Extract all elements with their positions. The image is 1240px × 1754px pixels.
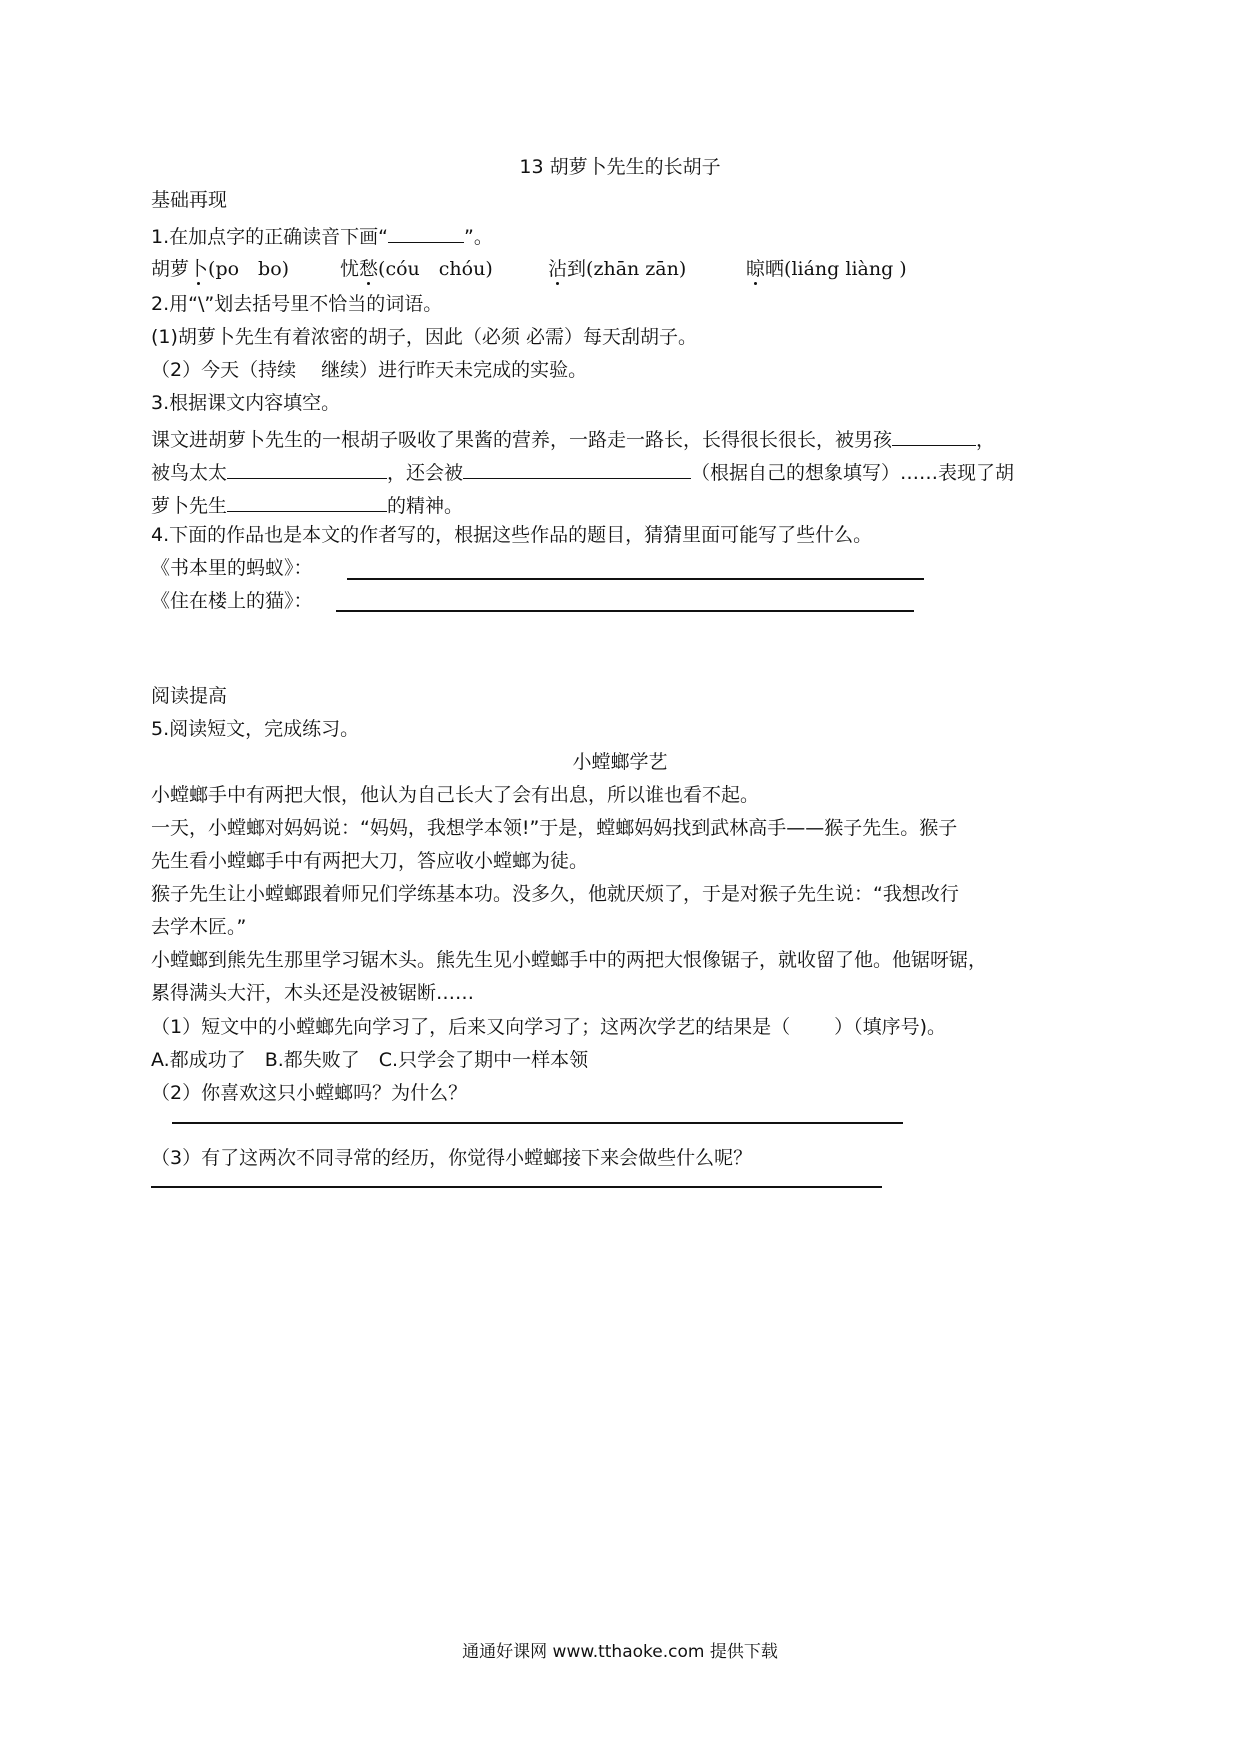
- q1-item-2-pinyin: (cóu chóu): [378, 258, 493, 280]
- q5-options: A.都成功了 B.都失败了 C.只学会了期中一样本领: [151, 1049, 589, 1071]
- dotted-char: 卜: [189, 258, 209, 280]
- q3-line-1: 课文进胡萝卜先生的一根胡子吸收了果酱的营养，一路走一路长，长得很长很长，被男孩 ，: [151, 420, 995, 457]
- answer-line: [336, 610, 914, 612]
- q1-item-2: 忧愁(cóu chóu): [340, 258, 493, 280]
- q1-underline-sample: [388, 217, 464, 243]
- q2-sentence-2: （2）今天（持续 继续）进行昨天未完成的实验。: [151, 359, 588, 381]
- fill-blank: [227, 486, 387, 512]
- answer-line: [172, 1122, 903, 1124]
- q1-prompt: [151, 217, 493, 254]
- answer-line: [347, 578, 924, 580]
- dotted-char: 晾: [746, 258, 766, 280]
- q1-prompt-after: ”。: [463, 226, 493, 248]
- story-paragraph-2-line-2: 先生看小螳螂手中有两把大刀，答应收小螳螂为徒。: [151, 850, 589, 872]
- answer-line: [151, 1186, 882, 1188]
- q4-work-1: 《书本里的蚂蚁》：: [151, 557, 313, 579]
- q5-sub-1: （1）短文中的小螳螂先向学习了，后来又向学习了；这两次学艺的结果是（ ）（填序号)。: [151, 1016, 947, 1038]
- q1-item-4: 晾晒(liáng liàng ): [746, 258, 907, 280]
- page-title: 13 胡萝卜先生的长胡子: [519, 156, 721, 178]
- section-heading-basic: 基础再现: [151, 189, 228, 211]
- q1-prompt-before: 1.在加点字的正确读音下画“: [151, 226, 388, 248]
- q3-prompt: 3.根据课文内容填空。: [151, 392, 341, 414]
- story-paragraph-3-line-1: 猴子先生让小螳螂跟着师兄们学练基本功。没多久，他就厌烦了，于是对猴子先生说：“我想改行: [151, 883, 959, 905]
- q1-item-3-pinyin: (zhān zān): [586, 258, 687, 280]
- q4-work-2: 《住在楼上的猫》：: [151, 590, 313, 612]
- q5-sub-3: （3）有了这两次不同寻常的经历，你觉得小螳螂接下来会做些什么呢？: [151, 1147, 753, 1169]
- fill-blank: [463, 453, 691, 479]
- q3-line-2: 被鸟太太 ，还会被 （根据自己的想象填写）……表现了胡: [151, 453, 1014, 490]
- section-heading-reading: 阅读提高: [151, 685, 228, 707]
- q5-prompt: 5.阅读短文，完成练习。: [151, 718, 360, 740]
- q1-item-1-pinyin: (po bo): [208, 258, 290, 280]
- q2-prompt: 2.用“\”划去括号里不恰当的词语。: [151, 293, 443, 315]
- footer-credit: 通通好课网 www.tthaoke.com 提供下载: [462, 1642, 778, 1662]
- dotted-char: 愁: [359, 258, 379, 280]
- q4-prompt: 4.下面的作品也是本文的作者写的，根据这些作品的题目，猜猜里面可能写了些什么。: [151, 524, 873, 546]
- q2-sentence-1: (1)胡萝卜先生有着浓密的胡子，因此（必须 必需）每天刮胡子。: [151, 326, 697, 348]
- story-paragraph-4-line-1: 小螳螂到熊先生那里学习锯木头。熊先生见小螳螂手中的两把大恨像锯子，就收留了他。他锯呀锯，: [151, 949, 988, 971]
- q1-item-4-pinyin: (liáng liàng ): [784, 258, 907, 280]
- dotted-char: 沾: [548, 258, 568, 280]
- q1-item-3: 沾到(zhān zān): [548, 258, 687, 280]
- story-paragraph-1: 小螳螂手中有两把大恨，他认为自己长大了会有出息，所以谁也看不起。: [151, 784, 760, 806]
- story-paragraph-3-line-2: 去学木匠。”: [151, 916, 247, 938]
- story-title: 小螳螂学艺: [572, 751, 668, 773]
- q1-item-1: 胡萝卜(po bo): [151, 258, 290, 280]
- story-paragraph-2-line-1: 一天，小螳螂对妈妈说：“妈妈，我想学本领!”于是，螳螂妈妈找到武林高手——猴子先生。猴子: [151, 817, 958, 839]
- story-paragraph-4-line-2: 累得满头大汗，木头还是没被锯断……: [151, 982, 475, 1004]
- fill-blank: [227, 453, 387, 479]
- q5-sub-2: （2）你喜欢这只小螳螂吗？为什么？: [151, 1082, 468, 1104]
- q3-line-3: 萝卜先生 的精神。: [151, 486, 463, 523]
- fill-blank: [892, 420, 976, 446]
